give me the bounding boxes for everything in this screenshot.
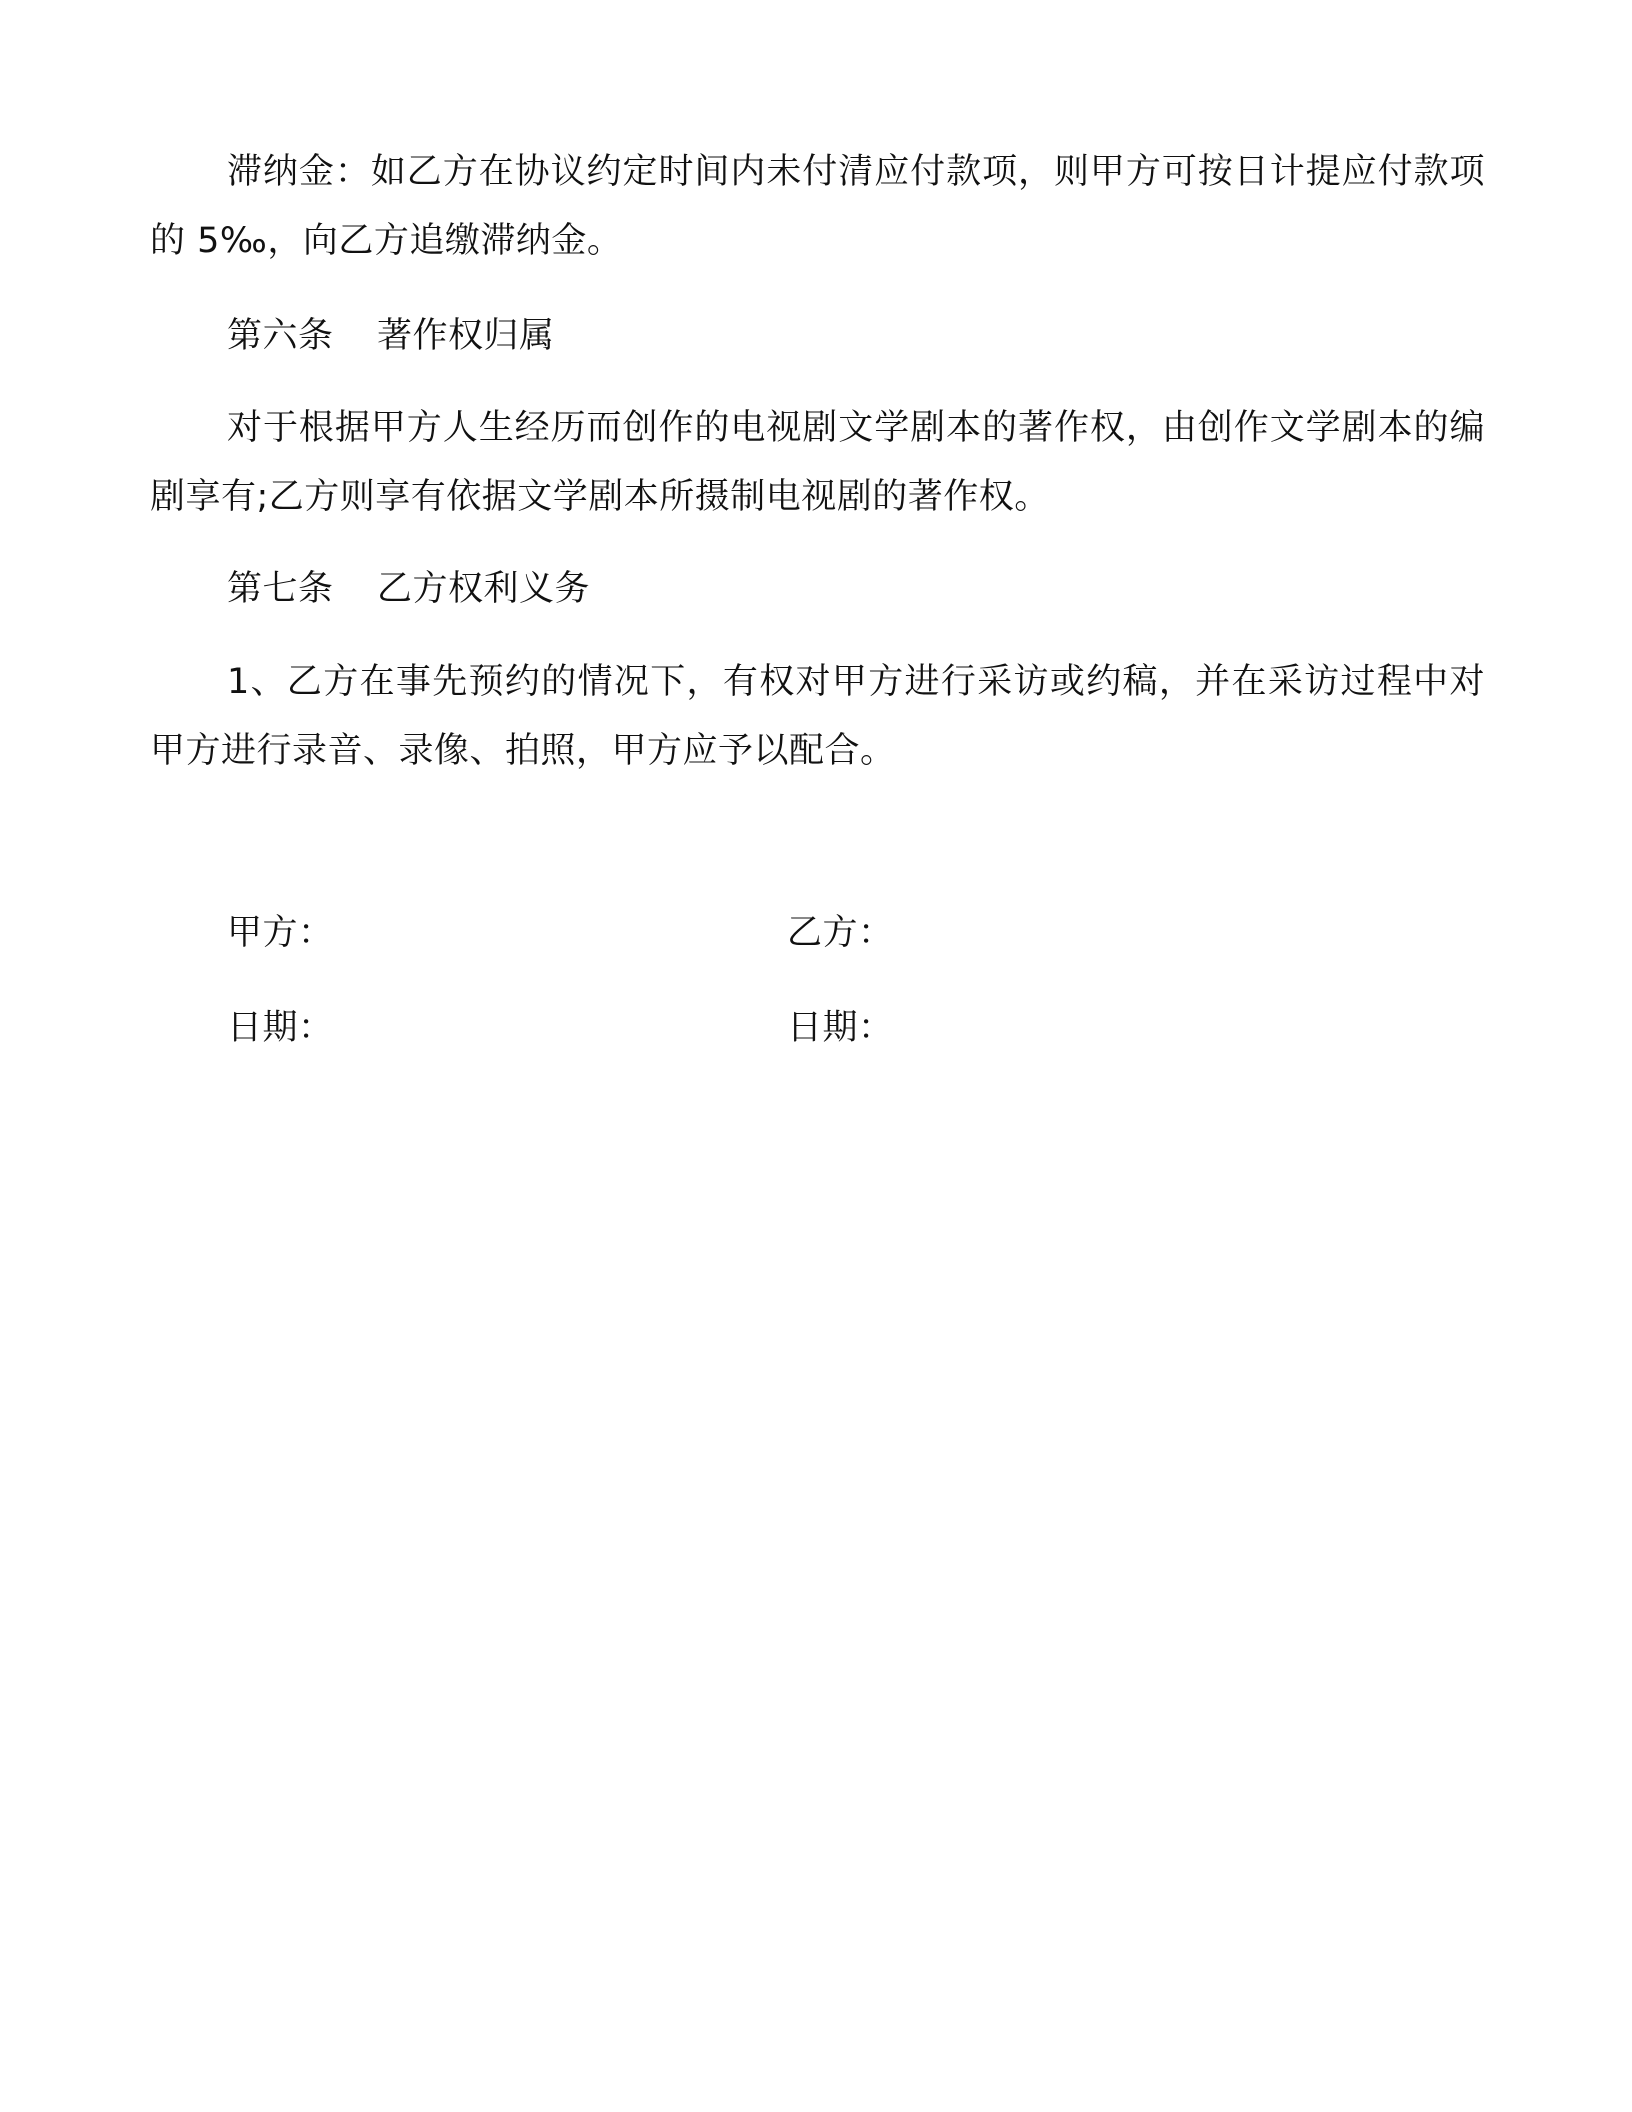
article-6-heading: [227, 302, 555, 371]
party-b-date-label: 日期：: [787, 1008, 894, 1048]
article-7-number: 第七条: [227, 569, 334, 609]
article-6-body: 对于根据甲方人生经历而创作的电视剧文学剧本的著作权，由创作文学剧本的编剧享有;乙方则享有依据文学剧本所摄制电视剧的著作权。: [150, 408, 1485, 517]
article-7-title: 乙方权利义务: [377, 569, 591, 609]
party-b-label: 乙方：: [787, 913, 894, 953]
article-6-title: 著作权归属: [377, 316, 555, 356]
late-fee-paragraph: 滞纳金：如乙方在协议约定时间内未付清应付款项，则甲方可按日计提应付款项的 5‰，向乙方追缴滞纳金。: [150, 152, 1485, 261]
article-7-heading: [227, 555, 590, 624]
document-page: [150, 0, 1485, 2112]
article-6-number: 第六条: [227, 316, 334, 356]
party-a-date-label: 日期：: [227, 1008, 334, 1048]
article-7-body: 1、乙方在事先预约的情况下，有权对甲方进行采访或约稿，并在采访过程中对甲方进行录音、录像、拍照，甲方应予以配合。: [150, 662, 1485, 771]
party-a-label: 甲方：: [227, 913, 334, 953]
